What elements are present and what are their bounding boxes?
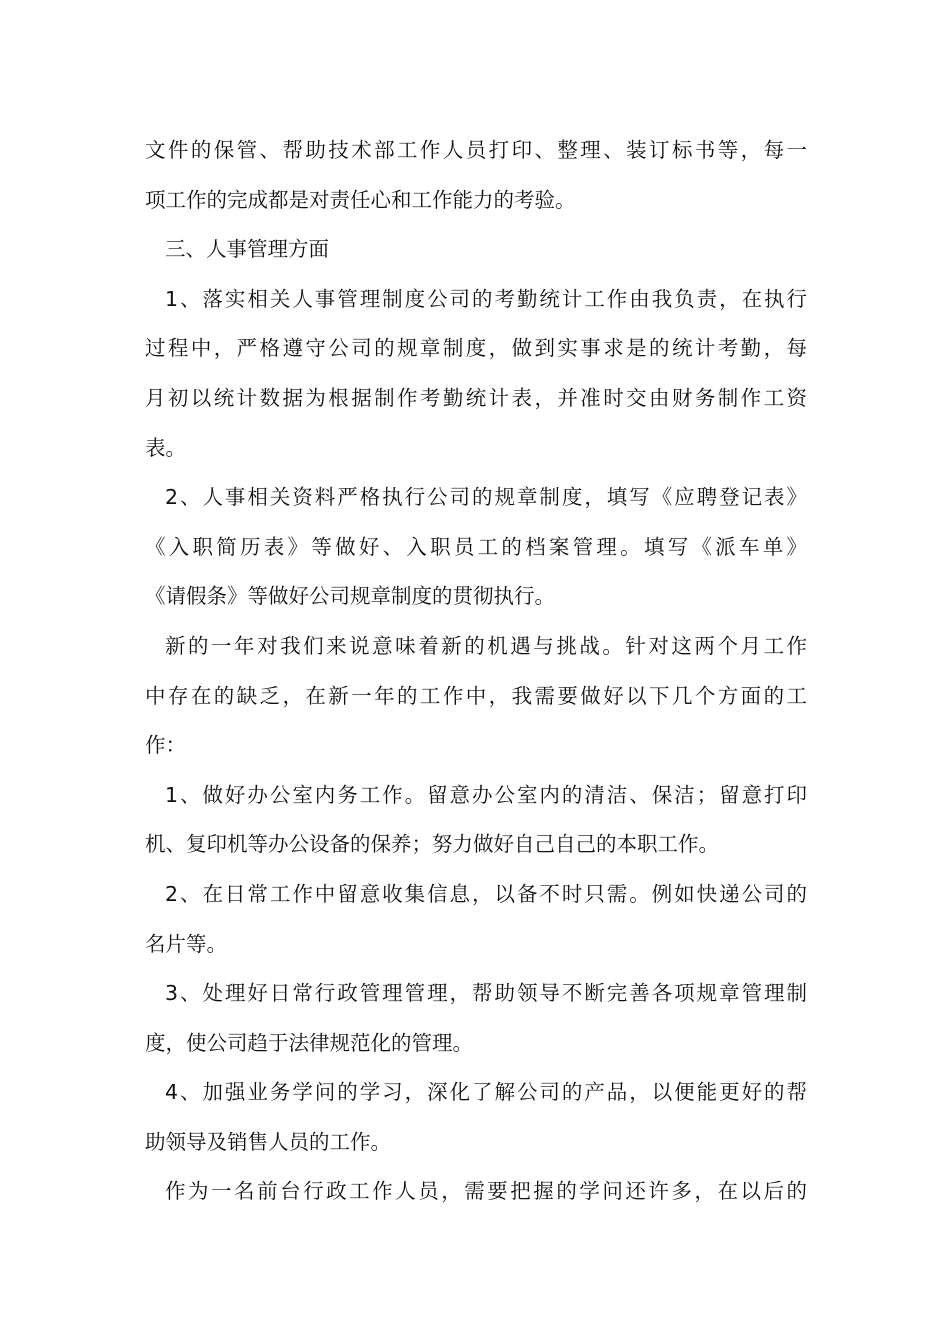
document-body bbox=[145, 126, 807, 1217]
text-line: 文件的保管、帮助技术部工作人员打印、整理、装订标书等，每一 bbox=[145, 138, 807, 162]
text-line: 4、加强业务学问的学习，深化了解公司的产品，以便能更好的帮 bbox=[165, 1080, 807, 1105]
section-heading: 三、人事管理方面 bbox=[165, 237, 329, 262]
text-line: 2、在日常工作中留意收集信息，以备不时只需。例如快递公司的 bbox=[165, 881, 807, 906]
text-line: 度，使公司趋于法律规范化的管理。 bbox=[145, 1030, 473, 1055]
text-line: 1、做好办公室内务工作。留意办公室内的清洁、保洁；留意打印 bbox=[165, 782, 807, 807]
text-line: 过程中，严格遵守公司的规章制度，做到实事求是的统计考勤，每 bbox=[145, 336, 807, 361]
text-line: 机、复印机等办公设备的保养；努力做好自己自己的本职工作。 bbox=[145, 832, 719, 857]
text-line: 1、落实相关人事管理制度公司的考勤统计工作由我负责，在执行 bbox=[165, 286, 807, 311]
text-line: 作： bbox=[145, 733, 186, 758]
text-line: 中存在的缺乏，在新一年的工作中，我需要做好以下几个方面的工 bbox=[145, 683, 807, 708]
text-line: 新的一年对我们来说意味着新的机遇与挑战。针对这两个月工作 bbox=[165, 633, 807, 658]
text-line: 表。 bbox=[145, 435, 186, 460]
text-line: 名片等。 bbox=[145, 931, 227, 956]
text-line: 《请假条》等做好公司规章制度的贯彻执行。 bbox=[145, 584, 555, 609]
text-line: 助领导及销售人员的工作。 bbox=[145, 1129, 391, 1154]
text-line: 《入职简历表》等做好、入职员工的档案管理。填写《派车单》 bbox=[145, 534, 807, 559]
text-line: 项工作的完成都是对责任心和工作能力的考验。 bbox=[145, 187, 576, 212]
text-line: 作为一名前台行政工作人员，需要把握的学问还许多，在以后的 bbox=[165, 1179, 807, 1204]
text-line: 2、人事相关资料严格执行公司的规章制度，填写《应聘登记表》 bbox=[165, 485, 807, 510]
text-line: 3、处理好日常行政管理管理，帮助领导不断完善各项规章管理制 bbox=[165, 981, 807, 1006]
text-line: 月初以统计数据为根据制作考勤统计表，并准时交由财务制作工资 bbox=[145, 385, 807, 410]
